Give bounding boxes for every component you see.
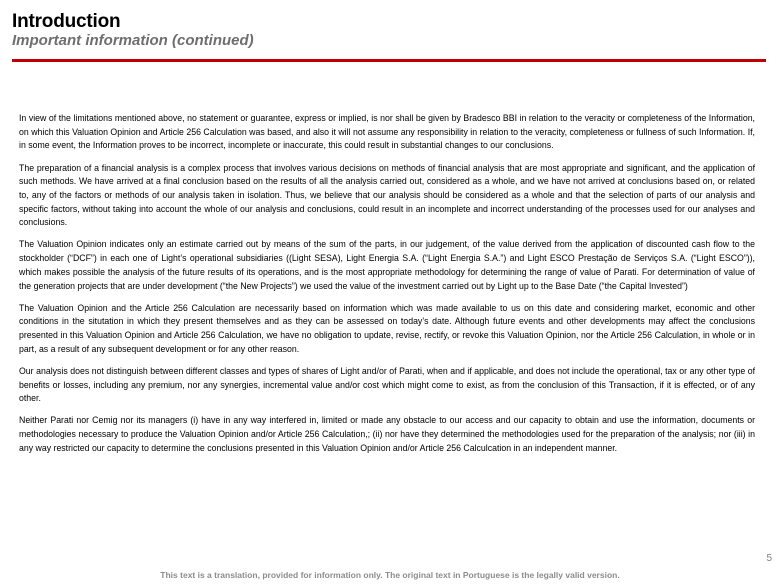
- page-header: [12, 11, 254, 50]
- translation-disclaimer: This text is a translation, provided for information only. The original text in Portuguese is the legally valid version.: [160, 570, 620, 580]
- paragraph-share-classes: Our analysis does not distinguish between different classes and types of shares of Light and/or of Parati, when and if applicable, and does not include the operational, tax or any other type of benefits or losses, including any premium, nor any synergies, incremental value and/or cost which might come to exist, as from the conclusion of this Transaction, if it is effected, or of any other.: [19, 365, 755, 404]
- page-subtitle: Important information (continued): [12, 32, 254, 49]
- page-number: 5: [766, 553, 772, 564]
- paragraph-information-basis: The Valuation Opinion and the Article 256 Calculation are necessarily based on information which was made available to us on this date and considering market, economic and other conditions in the situtation in which they present themselves and as they can be assessed on today’s date. Although future events and other developments may affect the conclusions presented in this Valuation Opinion and Article 256 Calculation, we have no obligation to update, revise, rectify, or revoke this Valuation Opinion, nor the Article 256 Calculation, in whole or in part, as a result of any subsequent development or for any other reason.: [19, 302, 755, 354]
- paragraph-limitations: In view of the limitations mentioned above, no statement or guarantee, express or implied, is nor shall be given by Bradesco BBI in relation to the veracity or completeness of the Information, on which this Valuation Opinion and Article 256 Calculation was based, and also it will not assume any responsibility in relation to the veracity, completeness or fullness of such Information. If, in some event, the Information proves to be incorrect, incomplete or inaccurate, this could result in substantial changes to our conclusions.: [19, 113, 755, 151]
- page-title: Introduction: [12, 11, 121, 32]
- paragraph-financial-analysis: The preparation of a financial analysis is a complex process that involves various decisions on methods of financial analysis that are most appropriate and significant, and the application of such methods. We have arrived at a final conclusion based on the results of all the analysis carried out, considered as a whole, and we have not arrived at conclusions based on, or related to, any of the factors or methods of our analysis taken in isolation. Thus, we believe that our analysis should be considered as a whole and that the selection of parts of our analysis and specific factors, without taking into account the whole of our analysis and conclusions, could result in an incomplete and incorrect understanding of the processes used for our analyses and conclusions.: [19, 162, 755, 228]
- paragraph-valuation-method: The Valuation Opinion indicates only an estimate carried out by means of the sum of the parts, in our judgement, of the value derived from the application of discounted cash flow to the stockholder (“DCF”) in each one of Light’s operational subsidiaries ((Light SESA), Light Energia S.A. (“Light Energia S.A.”) and Light ESCO Prestação de Serviços S.A. (“Light ESCO”)), which makes possible the analysis of the future results of its operations, and is the most appropriate methodology for determining the range of value of Parati. For determination of value of the generation projects that are under development (“the New Projects”) we used the value of the investment carried out by Light up to the Base Date (“the Capital Invested”): [19, 239, 755, 291]
- header-divider: [12, 59, 766, 62]
- paragraph-independence: Neither Parati nor Cemig nor its managers (i) have in any way interfered in, limited or made any obstacle to our access and our capacity to obtain and use the information, documents or methodologies necessary to produce the Valuation Opinion and/or Article 256 Calculation,; (ii) nor have they determined the methodologies used for the preparation of the analysis; nor (iii) in any way restricted our capacity to determine the conclusions presented in this Valuation Opinion and/or Article 256 Calculcation in an independent manner.: [19, 415, 755, 453]
- body-text: [19, 112, 755, 464]
